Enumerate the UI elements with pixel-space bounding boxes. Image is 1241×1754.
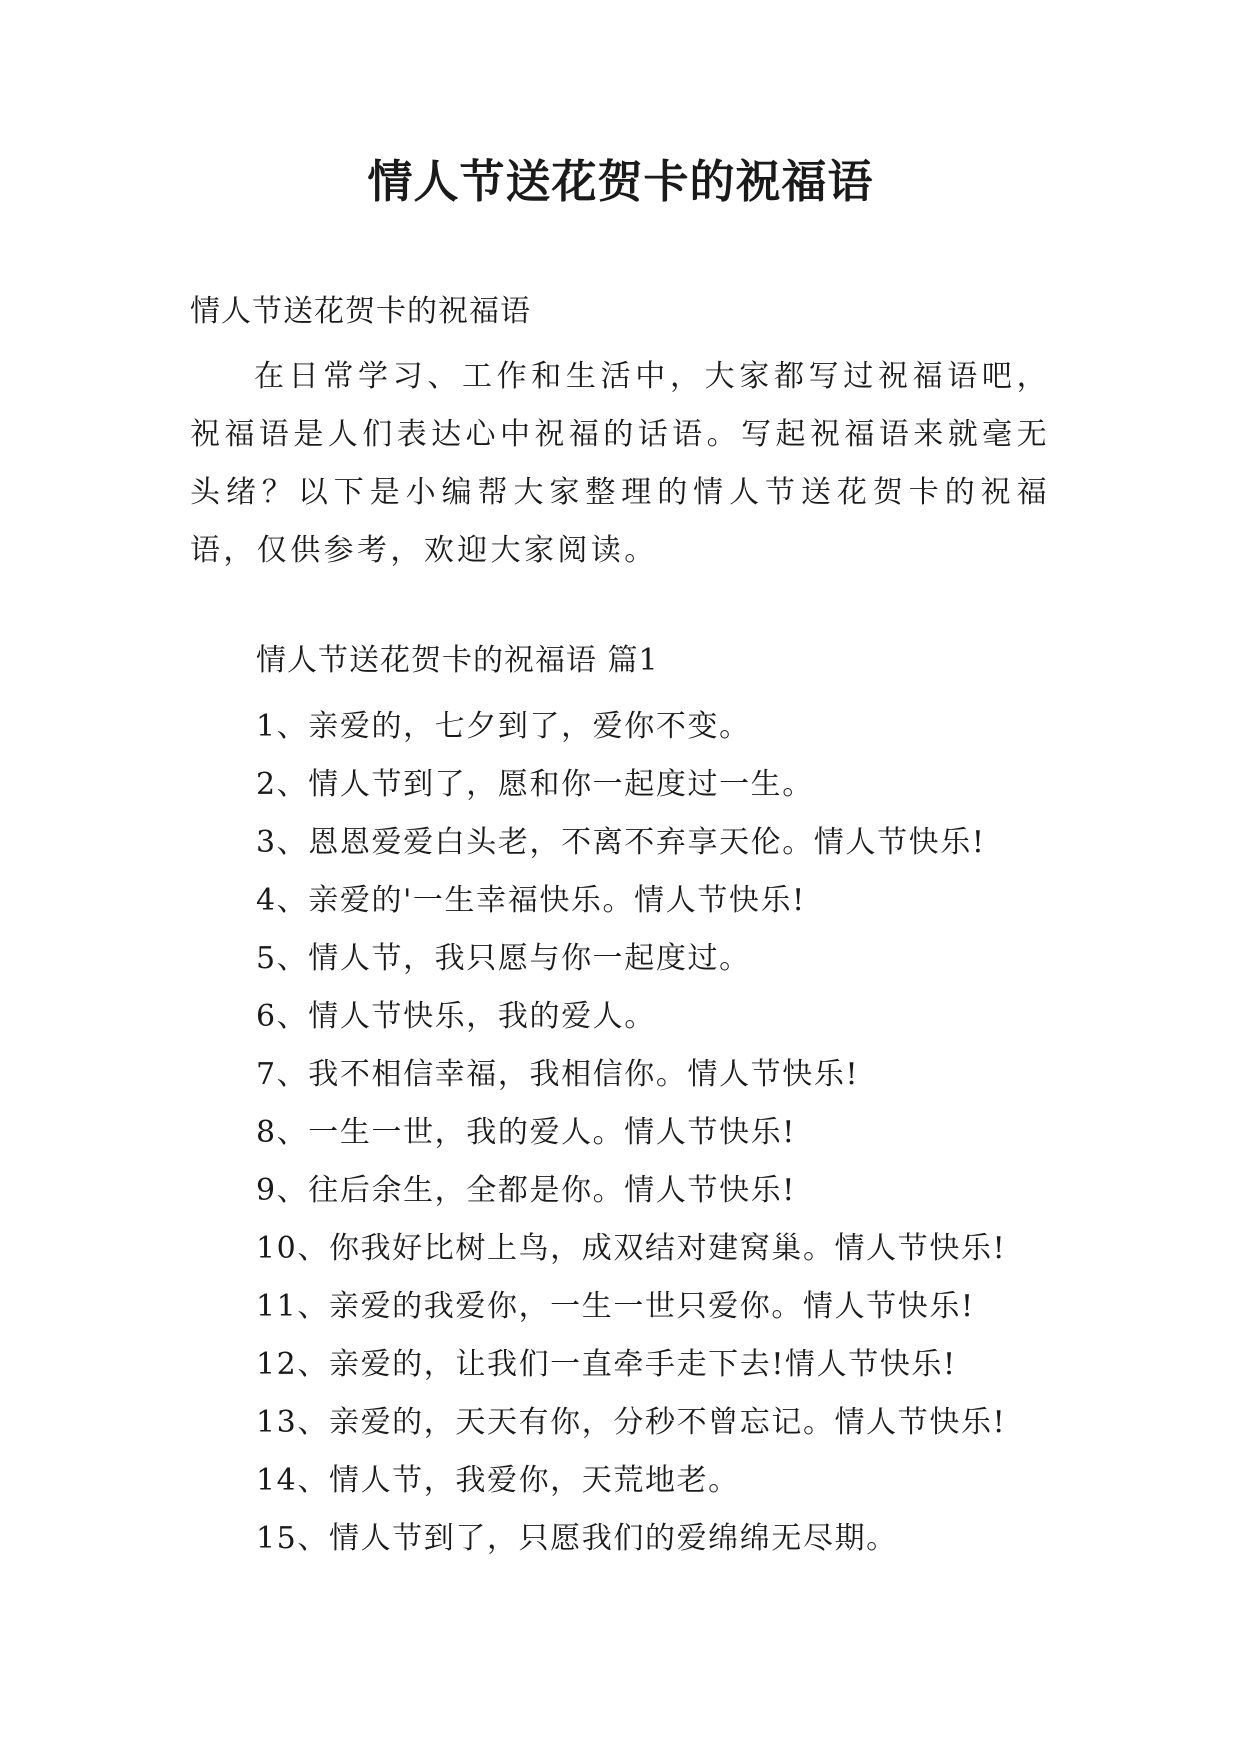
wish-item: 13、亲爱的，天天有你，分秒不曾忘记。情人节快乐! xyxy=(256,1405,1007,1440)
wish-item: 9、往后余生，全都是你。情人节快乐! xyxy=(256,1173,796,1208)
intro-paragraph: 在日常学习、工作和生活中，大家都写过祝福语吧，祝福语是人们表达心中祝福的话语。写起祝福语来就毫无头绪？以下是小编帮大家整理的情人节送花贺卡的祝福语，仅供参考，欢迎大家阅读。 xyxy=(190,359,1050,568)
wish-item: 2、情人节到了，愿和你一起度过一生。 xyxy=(256,767,814,802)
wish-item: 8、一生一世，我的爱人。情人节快乐! xyxy=(256,1115,796,1150)
wish-item: 1、亲爱的，七夕到了，爱你不变。 xyxy=(256,709,751,744)
wish-item: 6、情人节快乐，我的爱人。 xyxy=(256,999,656,1034)
wish-item: 15、情人节到了，只愿我们的爱绵绵无尽期。 xyxy=(256,1521,898,1556)
wish-list xyxy=(256,698,1006,1568)
wish-item: 12、亲爱的，让我们一直牵手走下去!情人节快乐! xyxy=(256,1347,957,1382)
wish-item: 14、情人节，我爱你，天荒地老。 xyxy=(256,1463,740,1498)
wish-item: 3、恩恩爱爱白头老，不离不弃享天伦。情人节快乐! xyxy=(256,825,986,860)
section-heading: 情人节送花贺卡的祝福语 篇1 xyxy=(256,643,659,678)
document-title: 情人节送花贺卡的祝福语 xyxy=(367,155,874,208)
wish-item: 7、我不相信幸福，我相信你。情人节快乐! xyxy=(256,1057,860,1092)
wish-item: 10、你我好比树上鸟，成双结对建窝巢。情人节快乐! xyxy=(256,1231,1007,1266)
wish-item: 11、亲爱的我爱你，一生一世只爱你。情人节快乐! xyxy=(256,1289,975,1324)
document-subtitle: 情人节送花贺卡的祝福语 xyxy=(190,294,531,329)
wish-item: 5、情人节，我只愿与你一起度过。 xyxy=(256,941,751,976)
wish-item: 4、亲爱的'一生幸福快乐。情人节快乐! xyxy=(256,883,806,918)
